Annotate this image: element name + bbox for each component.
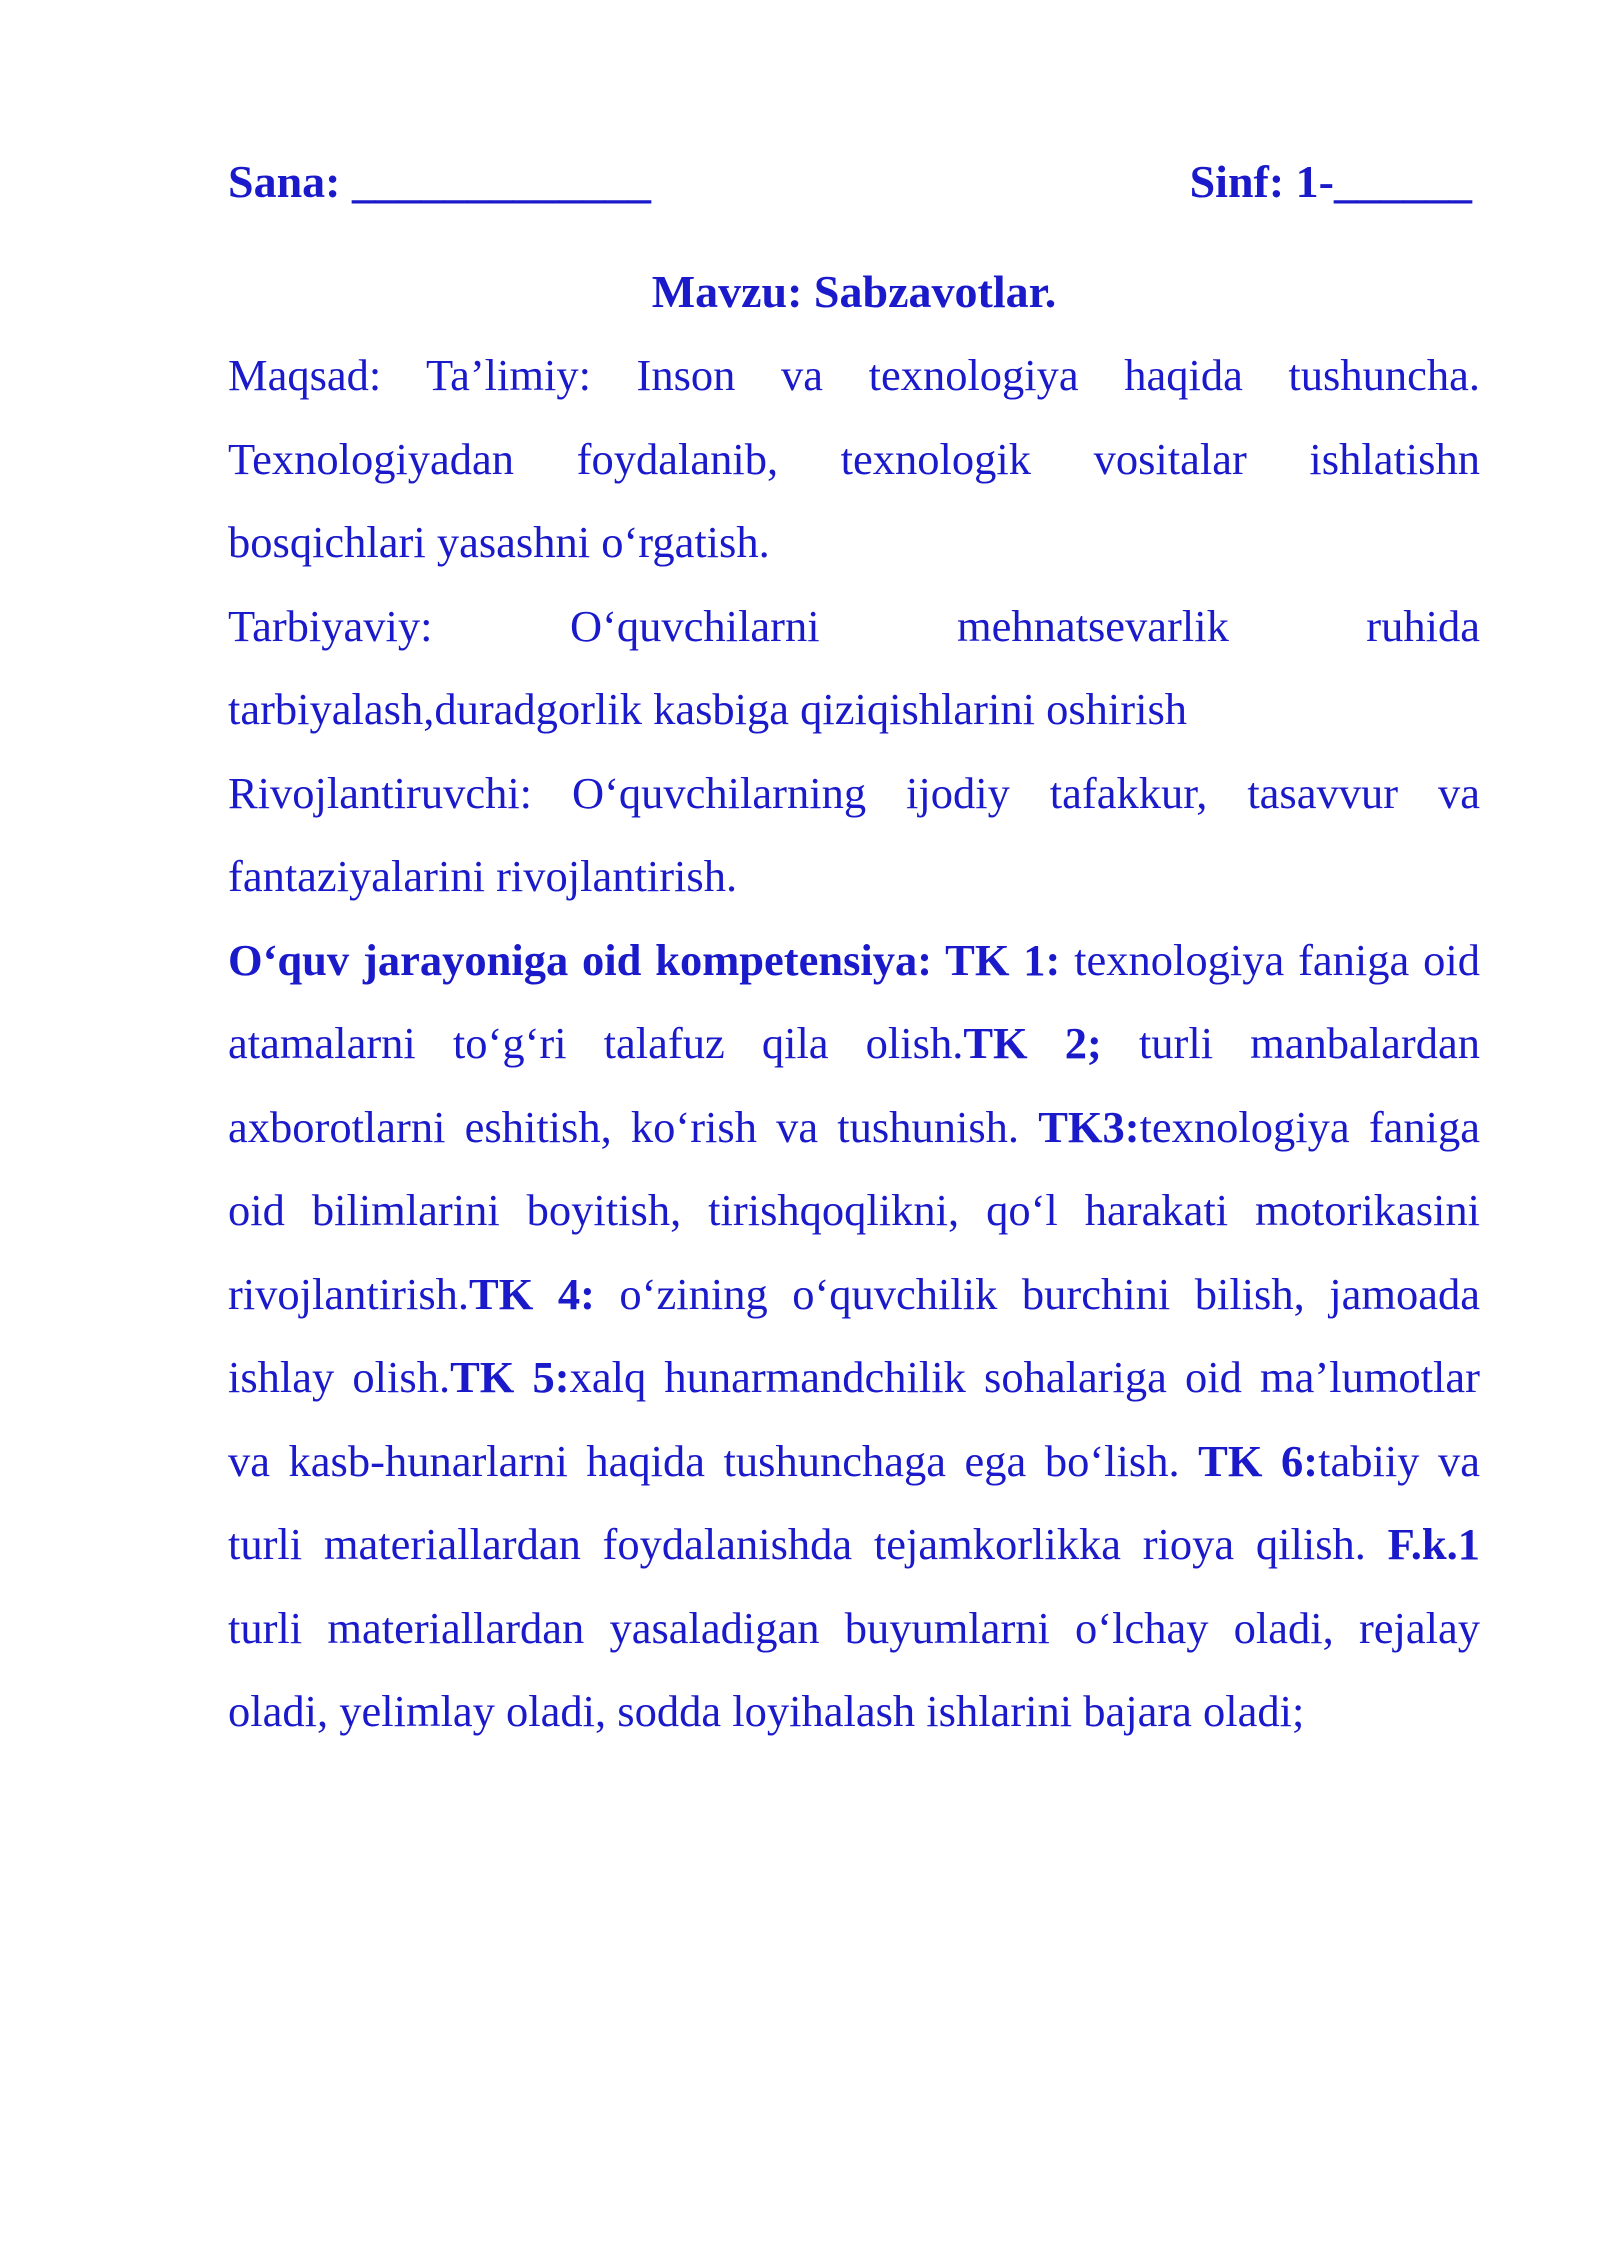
class-field: Sinf: 1-______ (1189, 156, 1472, 207)
fk1-text: turli materiallardan yasaladigan buyumlarni o‘lchay oladi, rejalay oladi, yelimlay oladi, sodda loyihalash ishlarini bajara oladi; (228, 1602, 1480, 1736)
competencies-paragraph (228, 919, 1480, 1754)
tk4-text: o‘zining o‘quvchilik burchini bilish, jamoada ishlay olish. (228, 1268, 1480, 1402)
header-row (228, 140, 1480, 224)
tk6-text: tabiiy va turli materiallardan foydalanishda tejamkorlikka rioya qilish. (228, 1435, 1480, 1569)
tk5-text: xalq hunarmandchilik sohalariga oid ma’lumotlar va kasb-hunarlarni haqida tushunchaga ega bo‘lish. (228, 1352, 1480, 1486)
fk1-label: F.k.1 (1387, 1519, 1480, 1569)
tk4-label: TK 4: (469, 1268, 595, 1319)
objective-educational: Maqsad: Ta’limiy: Inson va texnologiya haqida tushuncha. Texnologiyadan foydalanib, texnologik vositalar ishlatishn bosqichlari yasashni o‘rgatish. (228, 350, 1480, 567)
tk2-text: turli manbalardan axborotlarni eshitish, ko‘rish va tushunish. (228, 1018, 1480, 1152)
tk5-label: TK 5: (450, 1352, 570, 1402)
tk6-label: TK 6: (1198, 1435, 1319, 1486)
date-field: Sana: _____________ (228, 156, 651, 207)
tk3-text: texnologiya faniga oid bilimlarini boyitish, tirishqoqlikni, qo‘l harakati motorikasini rivojlantirish. (228, 1101, 1480, 1319)
objective-developmental: Rivojlantiruvchi: O‘quvchilarning ijodiy tafakkur, tasavvur va fantaziyalarini rivojlantirish. (228, 767, 1480, 901)
lesson-title: Mavzu: Sabzavotlar. (651, 266, 1057, 317)
tk3-label: TK3: (1038, 1101, 1140, 1152)
competencies-heading: O‘quv jarayoniga oid kompetensiya: (228, 934, 946, 985)
objective-upbringing: Tarbiyaviy: O‘quvchilarni mehnatsevarlik ruhida tarbiyalash,duradgorlik kasbiga qiziqishlarini oshirish (228, 600, 1480, 734)
tk2-label: TK 2; (963, 1018, 1102, 1068)
tk1-text: texnologiya faniga oid atamalarni to‘g‘ri talafuz qila olish. (228, 934, 1480, 1068)
document-page (228, 140, 1480, 1754)
tk1-label: TK 1: (945, 934, 1061, 985)
